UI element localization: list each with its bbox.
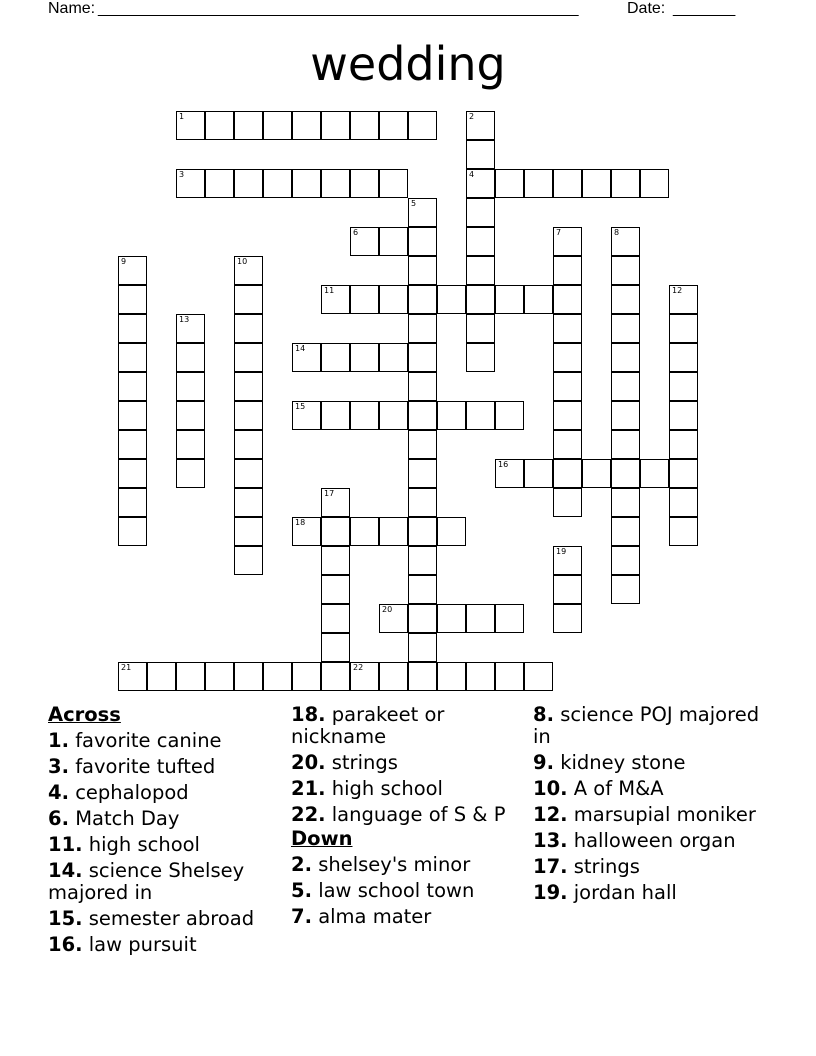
grid-cell[interactable] xyxy=(553,546,582,575)
cell-number: 2 xyxy=(469,112,475,121)
grid-cell[interactable] xyxy=(553,604,582,633)
grid-cell[interactable] xyxy=(466,140,495,169)
grid-cell[interactable] xyxy=(321,633,350,662)
grid-cell[interactable] xyxy=(553,256,582,285)
grid-cell[interactable] xyxy=(611,575,640,604)
grid-cell[interactable] xyxy=(611,169,640,198)
grid-cell[interactable] xyxy=(205,169,234,198)
grid-cell[interactable] xyxy=(437,662,466,691)
grid-cell[interactable] xyxy=(466,662,495,691)
grid-cell[interactable] xyxy=(234,169,263,198)
grid-cell[interactable] xyxy=(176,430,205,459)
clue-across-21: 21. high school xyxy=(291,777,443,800)
grid-cell[interactable] xyxy=(669,430,698,459)
grid-cell[interactable] xyxy=(408,459,437,488)
clue-across-14: 14. science Shelsey majored in xyxy=(48,859,245,904)
cell-number: 11 xyxy=(324,286,335,295)
grid-cell[interactable] xyxy=(321,662,350,691)
grid-cell[interactable] xyxy=(350,517,379,546)
grid-cell[interactable] xyxy=(437,285,466,314)
clue-across-16: 16. law pursuit xyxy=(48,933,197,956)
grid-cell[interactable] xyxy=(408,604,437,633)
grid-cell[interactable] xyxy=(408,633,437,662)
down-heading: Down xyxy=(291,827,353,850)
clue-across-20: 20. strings xyxy=(291,751,398,774)
grid-cell[interactable] xyxy=(611,256,640,285)
grid-cell[interactable] xyxy=(379,662,408,691)
grid-cell[interactable] xyxy=(205,111,234,140)
grid-cell[interactable] xyxy=(147,662,176,691)
grid-cell[interactable] xyxy=(495,401,524,430)
grid-cell[interactable] xyxy=(640,169,669,198)
grid-cell[interactable] xyxy=(524,459,553,488)
grid-cell[interactable] xyxy=(553,227,582,256)
cell-number: 22 xyxy=(353,663,364,672)
grid-cell[interactable] xyxy=(466,198,495,227)
grid-cell[interactable] xyxy=(379,604,408,633)
grid-cell[interactable] xyxy=(466,285,495,314)
grid-cell[interactable] xyxy=(611,314,640,343)
grid-cell[interactable] xyxy=(408,343,437,372)
grid-cell[interactable] xyxy=(495,459,524,488)
grid-cell[interactable] xyxy=(408,546,437,575)
date-line[interactable]: _______ xyxy=(673,0,736,17)
grid-cell[interactable] xyxy=(350,343,379,372)
grid-cell[interactable] xyxy=(408,430,437,459)
cell-number: 8 xyxy=(614,228,620,237)
clue-down-2: 2. shelsey's minor xyxy=(291,853,471,876)
cell-number: 17 xyxy=(324,489,335,498)
grid-cell[interactable] xyxy=(321,546,350,575)
grid-cell[interactable] xyxy=(553,575,582,604)
grid-cell[interactable] xyxy=(466,256,495,285)
grid-cell[interactable] xyxy=(611,430,640,459)
grid-cell[interactable] xyxy=(234,372,263,401)
grid-cell[interactable] xyxy=(350,227,379,256)
clue-across-6: 6. Match Day xyxy=(48,807,180,830)
grid-cell[interactable] xyxy=(118,662,147,691)
grid-cell[interactable] xyxy=(669,343,698,372)
grid-cell[interactable] xyxy=(553,169,582,198)
grid-cell[interactable] xyxy=(553,401,582,430)
cell-number: 4 xyxy=(469,170,475,179)
clue-across-3: 3. favorite tufted xyxy=(48,755,216,778)
grid-cell[interactable] xyxy=(466,314,495,343)
grid-cell[interactable] xyxy=(350,401,379,430)
grid-cell[interactable] xyxy=(321,604,350,633)
grid-cell[interactable] xyxy=(553,459,582,488)
grid-cell[interactable] xyxy=(524,169,553,198)
grid-cell[interactable] xyxy=(611,285,640,314)
grid-cell[interactable] xyxy=(292,401,321,430)
grid-cell[interactable] xyxy=(669,488,698,517)
grid-cell[interactable] xyxy=(408,314,437,343)
grid-cell[interactable] xyxy=(292,662,321,691)
grid-cell[interactable] xyxy=(408,198,437,227)
grid-cell[interactable] xyxy=(350,169,379,198)
grid-cell[interactable] xyxy=(495,662,524,691)
grid-cell[interactable] xyxy=(379,227,408,256)
cell-number: 14 xyxy=(295,344,306,353)
grid-cell[interactable] xyxy=(350,662,379,691)
grid-cell[interactable] xyxy=(118,256,147,285)
grid-cell[interactable] xyxy=(118,285,147,314)
grid-cell[interactable] xyxy=(553,430,582,459)
cell-number: 15 xyxy=(295,402,306,411)
grid-cell[interactable] xyxy=(466,343,495,372)
grid-cell[interactable] xyxy=(234,430,263,459)
grid-cell[interactable] xyxy=(263,169,292,198)
clue-down-12: 12. marsupial moniker xyxy=(533,803,756,826)
grid-cell[interactable] xyxy=(234,256,263,285)
grid-cell[interactable] xyxy=(321,343,350,372)
grid-cell[interactable] xyxy=(408,517,437,546)
grid-cell[interactable] xyxy=(176,343,205,372)
grid-cell[interactable] xyxy=(466,169,495,198)
clue-across-18: 18. parakeet or nickname xyxy=(291,703,445,748)
cell-number: 10 xyxy=(237,257,248,266)
grid-cell[interactable] xyxy=(292,169,321,198)
grid-cell[interactable] xyxy=(176,459,205,488)
clue-across-22: 22. language of S & P xyxy=(291,803,506,826)
grid-cell[interactable] xyxy=(524,285,553,314)
grid-cell[interactable] xyxy=(379,169,408,198)
grid-cell[interactable] xyxy=(553,343,582,372)
clue-down-10: 10. A of M&A xyxy=(533,777,664,800)
grid-cell[interactable] xyxy=(118,314,147,343)
grid-cell[interactable] xyxy=(379,111,408,140)
grid-cell[interactable] xyxy=(292,517,321,546)
name-line[interactable]: ______________________________________________________ xyxy=(98,0,579,17)
cell-number: 13 xyxy=(179,315,190,324)
grid-cell[interactable] xyxy=(495,285,524,314)
grid-cell[interactable] xyxy=(234,488,263,517)
grid-cell[interactable] xyxy=(379,517,408,546)
grid-cell[interactable] xyxy=(176,662,205,691)
grid-cell[interactable] xyxy=(176,372,205,401)
grid-cell[interactable] xyxy=(669,372,698,401)
grid-cell[interactable] xyxy=(582,169,611,198)
grid-cell[interactable] xyxy=(321,575,350,604)
grid-cell[interactable] xyxy=(495,169,524,198)
grid-cell[interactable] xyxy=(408,575,437,604)
grid-cell[interactable] xyxy=(321,169,350,198)
grid-cell[interactable] xyxy=(437,604,466,633)
grid-cell[interactable] xyxy=(118,401,147,430)
grid-cell[interactable] xyxy=(408,401,437,430)
clue-column-2 xyxy=(291,702,523,928)
clue-down-5: 5. law school town xyxy=(291,879,475,902)
grid-cell[interactable] xyxy=(408,256,437,285)
grid-cell[interactable] xyxy=(321,111,350,140)
grid-cell[interactable] xyxy=(234,662,263,691)
grid-cell[interactable] xyxy=(466,111,495,140)
grid-cell[interactable] xyxy=(205,662,234,691)
clue-column-3 xyxy=(533,702,783,904)
grid-cell[interactable] xyxy=(611,227,640,256)
grid-cell[interactable] xyxy=(321,517,350,546)
grid-cell[interactable] xyxy=(669,459,698,488)
puzzle-title: wedding xyxy=(310,37,506,91)
grid-cell[interactable] xyxy=(408,227,437,256)
cell-number: 21 xyxy=(121,663,132,672)
clue-down-8: 8. science POJ majored in xyxy=(533,703,760,748)
grid-cell[interactable] xyxy=(524,662,553,691)
cell-number: 7 xyxy=(556,228,562,237)
grid-cell[interactable] xyxy=(495,604,524,633)
name-label: Name: xyxy=(48,0,100,17)
grid-cell[interactable] xyxy=(379,285,408,314)
grid-cell[interactable] xyxy=(466,604,495,633)
grid-cell[interactable] xyxy=(611,459,640,488)
grid-cell[interactable] xyxy=(408,488,437,517)
grid-cell[interactable] xyxy=(176,169,205,198)
grid-cell[interactable] xyxy=(611,343,640,372)
clue-across-11: 11. high school xyxy=(48,833,200,856)
clue-across-15: 15. semester abroad xyxy=(48,907,255,930)
grid-cell[interactable] xyxy=(553,285,582,314)
clue-down-13: 13. halloween organ xyxy=(533,829,736,852)
cell-number: 20 xyxy=(382,605,393,614)
grid-cell[interactable] xyxy=(350,111,379,140)
grid-cell[interactable] xyxy=(118,372,147,401)
grid-cell[interactable] xyxy=(408,111,437,140)
grid-cell[interactable] xyxy=(379,401,408,430)
grid-cell[interactable] xyxy=(118,488,147,517)
cell-number: 1 xyxy=(179,112,185,121)
grid-cell[interactable] xyxy=(234,459,263,488)
clue-down-19: 19. jordan hall xyxy=(533,881,677,904)
clue-down-9: 9. kidney stone xyxy=(533,751,686,774)
cell-number: 3 xyxy=(179,170,185,179)
grid-cell[interactable] xyxy=(234,401,263,430)
clue-down-17: 17. strings xyxy=(533,855,640,878)
grid-cell[interactable] xyxy=(118,459,147,488)
cell-number: 18 xyxy=(295,518,306,527)
cell-number: 9 xyxy=(121,257,127,266)
clue-across-4: 4. cephalopod xyxy=(48,781,189,804)
clue-across-1: 1. favorite canine xyxy=(48,729,222,752)
grid-cell[interactable] xyxy=(611,488,640,517)
grid-cell[interactable] xyxy=(611,372,640,401)
grid-cell[interactable] xyxy=(176,314,205,343)
grid-cell[interactable] xyxy=(263,111,292,140)
grid-cell[interactable] xyxy=(118,517,147,546)
grid-cell[interactable] xyxy=(176,111,205,140)
grid-cell[interactable] xyxy=(466,401,495,430)
grid-cell[interactable] xyxy=(263,662,292,691)
grid-cell[interactable] xyxy=(292,111,321,140)
grid-cell[interactable] xyxy=(321,285,350,314)
grid-cell[interactable] xyxy=(234,111,263,140)
grid-cell[interactable] xyxy=(321,488,350,517)
grid-cell[interactable] xyxy=(466,227,495,256)
clue-down-7: 7. alma mater xyxy=(291,905,432,928)
grid-cell[interactable] xyxy=(611,546,640,575)
grid-cell[interactable] xyxy=(437,517,466,546)
cell-number: 6 xyxy=(353,228,359,237)
grid-cell[interactable] xyxy=(437,401,466,430)
grid-cell[interactable] xyxy=(553,488,582,517)
grid-cell[interactable] xyxy=(408,372,437,401)
grid-cell[interactable] xyxy=(118,343,147,372)
grid-cell[interactable] xyxy=(234,285,263,314)
across-heading: Across xyxy=(48,703,121,726)
grid-cell[interactable] xyxy=(553,314,582,343)
grid-cell[interactable] xyxy=(669,517,698,546)
grid-cell[interactable] xyxy=(611,517,640,546)
grid-cell[interactable] xyxy=(669,314,698,343)
clue-column-1 xyxy=(48,702,280,956)
cell-number: 5 xyxy=(411,199,417,208)
grid-cell[interactable] xyxy=(234,546,263,575)
grid-cell[interactable] xyxy=(118,430,147,459)
grid-cell[interactable] xyxy=(379,343,408,372)
grid-cell[interactable] xyxy=(669,401,698,430)
grid-cell[interactable] xyxy=(234,343,263,372)
grid-cell[interactable] xyxy=(350,285,379,314)
grid-cell[interactable] xyxy=(176,401,205,430)
grid-cell[interactable] xyxy=(321,401,350,430)
date-label: Date: xyxy=(627,0,670,17)
cell-number: 19 xyxy=(556,547,567,556)
grid-cell[interactable] xyxy=(669,285,698,314)
grid-cell[interactable] xyxy=(234,517,263,546)
grid-cell[interactable] xyxy=(582,459,611,488)
cell-number: 16 xyxy=(498,460,509,469)
grid-cell[interactable] xyxy=(640,459,669,488)
grid-cell[interactable] xyxy=(611,401,640,430)
grid-cell[interactable] xyxy=(408,285,437,314)
grid-cell[interactable] xyxy=(234,314,263,343)
grid-cell[interactable] xyxy=(292,343,321,372)
grid-cell[interactable] xyxy=(408,662,437,691)
cell-number: 12 xyxy=(672,286,683,295)
grid-cell[interactable] xyxy=(553,372,582,401)
